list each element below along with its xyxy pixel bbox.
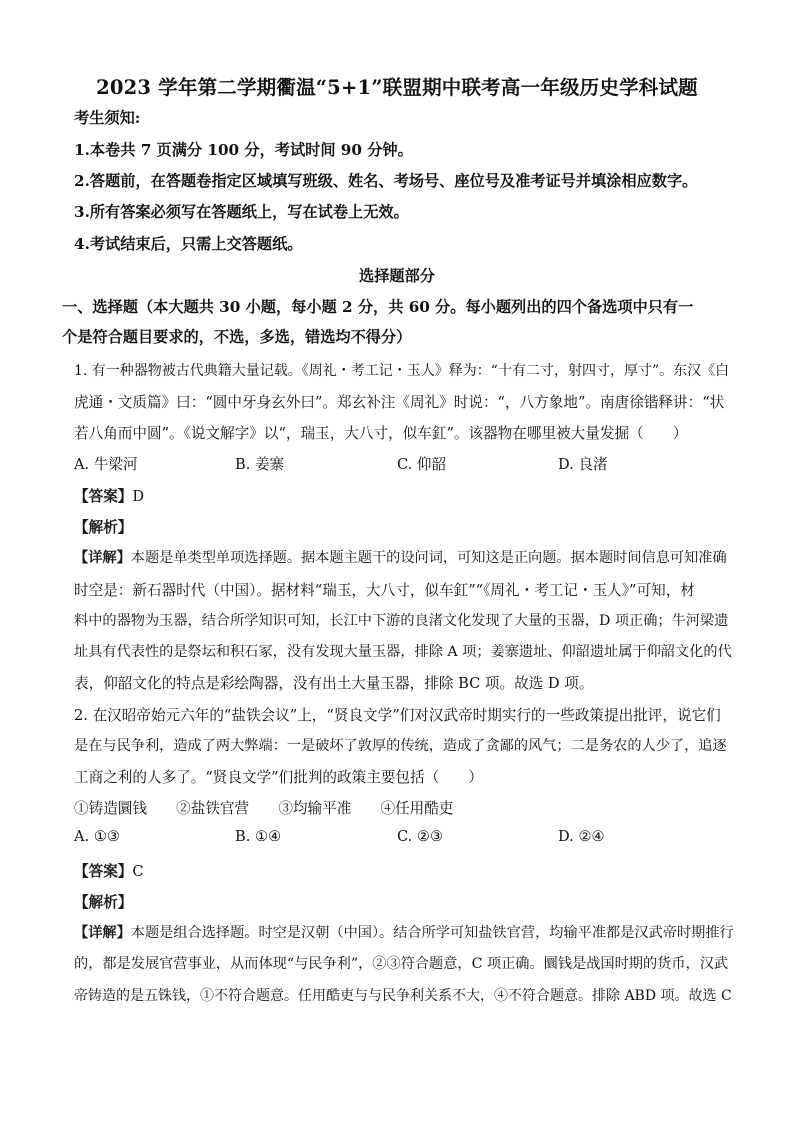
q1-stem: 若八角而中圆”。《说文解字》以“，瑞玉，大八寸，似车釭”。该器物在哪里被大量发掘（ ） bbox=[74, 425, 688, 442]
q2-stem: 工商之利的人多了。“贤良文学”们批判的政策主要包括（ ） bbox=[74, 769, 483, 786]
q2-option-a: A. ①③ bbox=[74, 828, 120, 845]
detail-tag: 【详解】 bbox=[74, 550, 131, 566]
section-intro: 个是符合题目要求的，不选，多选，错选均不得分） bbox=[62, 328, 412, 346]
q2-detail: 的，都是发展官营事业，从而体现“与民争利”，②③符合题意，C 项正确。圜钱是战国时期的货币，汉武 bbox=[74, 956, 729, 972]
q1-analysis-tag bbox=[74, 516, 734, 537]
q2-detail: 帝铸造的是五铢钱，①不符合题意。任用酷吏与与民争利关系不大，④不符合题意。排除 ABD 项。故选 C bbox=[74, 988, 732, 1004]
q1-option-a: A. 牛梁河 bbox=[74, 456, 138, 473]
q1-options bbox=[74, 453, 734, 473]
q2-choices: ①铸造圜钱 ②盐铁官营 ③均输平准 ④任用酷吏 bbox=[74, 800, 454, 817]
q1-answer bbox=[74, 485, 734, 506]
q2-analysis-tag bbox=[74, 891, 734, 912]
q1-detail: 表，仰韶文化的特点是彩绘陶器，没有出土大量玉器，排除 BC 项。故选 D 项。 bbox=[74, 675, 594, 692]
q2-stem: 是在与民争利，造成了两大弊端：一是破坏了敦厚的传统，造成了贪鄙的风气；二是务农的人少了，追逐 bbox=[74, 738, 727, 754]
q1-option-d: D. 良渚 bbox=[558, 456, 608, 473]
notice-item: 4.考试结束后，只需上交答题纸。 bbox=[74, 235, 303, 253]
section-title: 选择题部分 bbox=[359, 267, 435, 285]
q1-option-c: C. 仰韶 bbox=[397, 456, 447, 473]
answer-tag: 【答案】 bbox=[74, 863, 133, 880]
section-intro: 一、选择题（本大题共 30 小题，每小题 2 分，共 60 分。每小题列出的四个备选项中只有一 bbox=[62, 298, 694, 316]
q1-detail bbox=[74, 547, 734, 567]
analysis-tag: 【解析】 bbox=[74, 894, 133, 911]
q1-detail: 址具有代表性的是祭坛和积石冢，没有发现大量玉器，排除 A 项；姜寨遗址、仰韶遗址属于仰韶文化的代 bbox=[74, 644, 732, 660]
detail-text: 本题是单类型单项选择题。据本题主题干的设问词，可知这是正向题。据本题时间信息可知准确 bbox=[130, 550, 727, 566]
answer-value: C bbox=[132, 863, 144, 880]
answer-value: D bbox=[132, 488, 145, 505]
q1-stem: 虎通・文质篇》曰：“圆中牙身玄外曰”。郑玄补注《周礼》时说：“，八方象地”。南唐徐锴释讲：“状 bbox=[74, 394, 725, 411]
notice-item: 3.所有答案必须写在答题纸上，写在试卷上无效。 bbox=[74, 203, 409, 221]
q2-option-b: B. ①④ bbox=[235, 828, 282, 845]
notice-item: 1.本卷共 7 页满分 100 分，考试时间 90 分钟。 bbox=[74, 141, 413, 159]
q1-stem: 1. 有一种器物被古代典籍大量记载。《周礼・考工记・玉人》释为：“十有二寸，射四寸，厚寸”。东汉《白 bbox=[74, 363, 730, 379]
q1-detail: 料中的器物为玉器，结合所学知识可知，长江中下游的良渚文化发现了大量的玉器，D 项正确；牛河梁遗 bbox=[74, 613, 729, 629]
q2-option-d: D. ②④ bbox=[558, 828, 605, 845]
detail-tag: 【详解】 bbox=[74, 925, 131, 941]
q2-option-c: C. ②③ bbox=[397, 828, 444, 845]
q2-answer bbox=[74, 860, 734, 881]
q2-stem: 2. 在汉昭帝始元六年的“盐铁会议”上，“贤良文学”们对汉武帝时期实行的一些政策提出批评，说它们 bbox=[74, 707, 721, 724]
q1-detail: 时空是：新石器时代（中国）。据材料“瑞玉，大八寸，似车釭”“《周礼・考工记・玉人》”可知，材 bbox=[74, 582, 695, 599]
notice-heading: 考生须知: bbox=[74, 109, 141, 127]
q2-detail bbox=[74, 922, 734, 942]
answer-tag: 【答案】 bbox=[74, 488, 133, 505]
notice-item: 2.答题前，在答题卷指定区域填写班级、姓名、考场号、座位号及准考证号并填涂相应数字。 bbox=[74, 172, 698, 190]
analysis-tag: 【解析】 bbox=[74, 519, 133, 536]
page-title: 2023 学年第二学期衢温“5+1”联盟期中联考高一年级历史学科试题 bbox=[96, 76, 698, 99]
q1-option-b: B. 姜寨 bbox=[235, 456, 285, 473]
detail-text: 本题是组合选择题。时空是汉朝（中国）。结合所学可知盐铁官营，均输平准都是汉武帝时期推行 bbox=[130, 925, 734, 941]
q2-options bbox=[74, 828, 734, 848]
